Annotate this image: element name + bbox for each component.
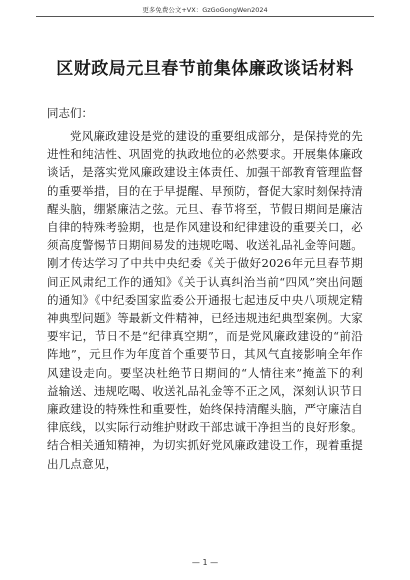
salutation: 同志们： [47, 106, 93, 120]
page-number: — 1 — [191, 558, 219, 567]
body-paragraph: 党风廉政建设是党的建设的重要组成部分，是保持党的先进性和纯洁性、巩固党的执政地位的必然要求。开展集体廉政谈话，是落实党风廉政建设主体责任、加强干部教育管理监督的重要举措，目的在于早提醒、早预防，督促大家时刻保持清醒头脑，绷紧廉洁之弦。元旦、春节将至，节假日期间是廉洁自律的特殊考验期，也是作风建设和纪律建设的重要关口，必须高度警惕节日期间易发的违规吃喝、收送礼品礼金等问题。刚才传达学习了中共中央纪委《关于做好2026年元旦春节期间正风肃纪工作的通知》《关于认真纠治当前“四风”突出问题的通知》《中纪委国家监委公开通报七起违反中央八项规定精神典型问题》等最新文件精神，已经违规违纪典型案例。大家要牢记，节日不是“纪律真空期”，而是党风廉政建设的“前沿阵地”，元旦作为年度首个重要节日，其风气直接影响全年作风建设走向。要坚决杜绝节日期间的“人情往来”掩盖下的利益输送、违规吃喝、收送礼品礼金等不正之风，深刻认识节日廉政建设的特殊性和重要性，始终保持清醒头脑，严守廉洁自律底线，以实际行动维护财政干部忠诚干净担当的良好形象。结合相关通知精神，为切实抓好党风廉政建设工作，现着重提出几点意见， [47, 129, 363, 471]
document-title: 区财政局元旦春节前集体廉政谈话材料 [56, 59, 354, 79]
header-banner: 更多免费公文+VX：GzGoGongWen2024 [142, 6, 268, 14]
header-divider [36, 16, 374, 17]
